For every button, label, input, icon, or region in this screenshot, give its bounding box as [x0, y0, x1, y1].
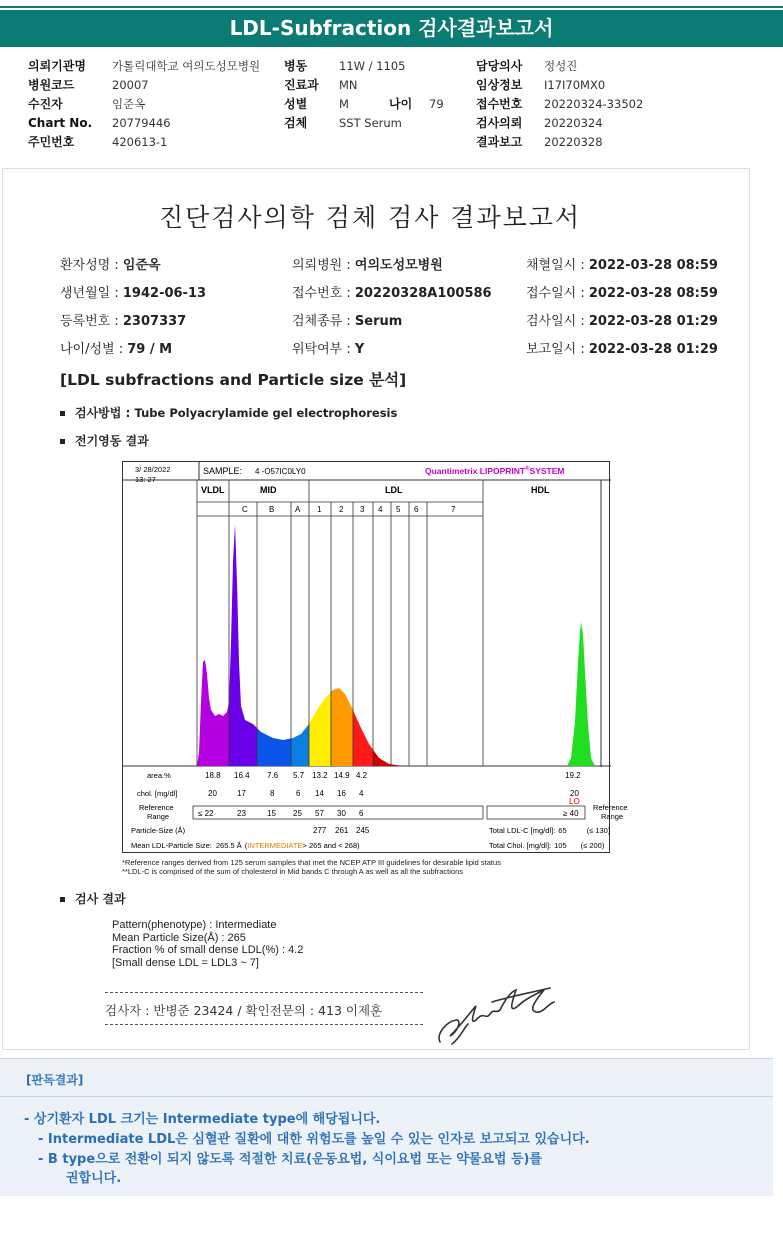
top-rule: [0, 6, 783, 8]
field-value: 420613-1: [112, 135, 168, 149]
area-value-a: 5.7: [293, 771, 305, 780]
info-age-sex: [60, 338, 172, 357]
fill-ldl3: [353, 522, 373, 767]
group-ldl-label: LDL: [385, 485, 403, 495]
ref-label-right-2: Range: [601, 812, 624, 821]
ref-values: [198, 809, 579, 818]
field-label: 결과보고: [476, 135, 523, 149]
brand-name: [425, 465, 565, 476]
info-accession: [292, 282, 492, 301]
mean-value: 265.5 Å: [215, 841, 242, 850]
total-chol-ref: (≤ 200): [580, 841, 605, 850]
particle-value-3: 245: [356, 826, 370, 835]
field-value: 20220328: [544, 135, 603, 149]
band-label-a: A: [295, 505, 301, 514]
interpretation-line-4: 권합니다.: [66, 1171, 122, 1186]
field-value: 임준옥: [112, 97, 146, 111]
info-value: 20220328A100586: [354, 286, 492, 301]
particle-value-1: 277: [313, 826, 327, 835]
result-line: Mean Particle Size(Å) : 265: [112, 931, 246, 944]
bullet-icon: [60, 439, 65, 444]
bullet-icon: [60, 411, 65, 416]
chol-value-hdl: 20: [570, 789, 579, 798]
fill-ldl4: [373, 522, 413, 767]
section-title: [LDL subfractions and Particle size 분석]: [60, 371, 407, 389]
field-label: 수진자: [28, 97, 63, 111]
interpretation-line-2: - Intermediate LDL은 심혈관 질환에 대한 위험도를 높일 수 있는 인자로 보고되고 있습니다.: [38, 1132, 590, 1147]
lipoprint-chart: [122, 461, 628, 853]
total-ldl-label: Total LDL-C [mg/dl]:: [489, 826, 556, 835]
fill-mid-c: [229, 522, 257, 767]
total-chol-value: 105: [554, 841, 567, 850]
band-label-c: C: [242, 505, 248, 514]
header-col1: [28, 57, 260, 152]
ref-value-2: 30: [337, 809, 346, 818]
fill-mid-b: [257, 522, 291, 767]
result-line: Pattern(phenotype) : Intermediate: [112, 919, 277, 931]
interpretation-line-3: - B type으로 전환이 되지 않도록 적절한 치료(운동요법, 식이요법 또는 약물요법 등)를: [38, 1152, 543, 1167]
total-ldl-ref: (≤ 130): [586, 826, 611, 835]
field-value: M: [339, 97, 349, 111]
info-label: 환자성명 :: [60, 258, 123, 273]
field-value: SST Serum: [339, 116, 402, 130]
report-title: LDL-Subfraction 검사결과보고서: [0, 10, 783, 47]
mean-range: > 265 and < 268): [302, 841, 360, 850]
info-draw-date: [526, 254, 718, 273]
ref-value-a: 25: [293, 809, 302, 818]
total-chol-label: Total Chol. [mg/dl]:: [489, 841, 552, 850]
band-label-1: 1: [317, 505, 322, 514]
ref-label-2: Range: [147, 812, 170, 821]
mean-class: INTERMEDIATE: [247, 841, 303, 850]
info-birth: [60, 282, 206, 301]
chol-hdl-flag: LO: [569, 797, 580, 806]
band-label-5: 5: [396, 505, 401, 514]
document-title: 진단검사의학 검체 검사 결과보고서: [158, 203, 582, 232]
field-value: 11W / 1105: [339, 59, 406, 73]
field-label: 검사의뢰: [476, 116, 523, 130]
band-label-6: 6: [414, 505, 419, 514]
fill-ldl2: [331, 522, 353, 767]
signature-image: [432, 984, 562, 1050]
field-label: 임상정보: [476, 78, 523, 92]
particle-label: Particle-Size (Å): [131, 826, 186, 835]
fill-vldl: [197, 522, 229, 767]
field-value: 20007: [112, 78, 149, 92]
result-label: 검사 결과: [75, 892, 126, 906]
info-value: 임준옥: [122, 258, 161, 273]
field-label: 주민번호: [28, 135, 75, 149]
area-value-2: 14.9: [334, 771, 350, 780]
ref-value-b: 15: [267, 809, 276, 818]
field-value: 정성진: [544, 59, 578, 73]
method-label: 검사방법 :: [75, 406, 135, 420]
group-hdl-label: HDL: [531, 485, 550, 495]
footnote-2: **LDL-C is comprised of the sum of cholesterol in Mid bands C through A as well as all the subfractions: [122, 867, 464, 876]
sample-value: 4 -O57IC0LY0: [255, 467, 306, 476]
ref-value-vldl: ≤ 22: [198, 809, 214, 818]
electro-line: [60, 432, 149, 449]
field-value: 가톨릭대학교 여의도성모병원: [112, 59, 261, 73]
band-label-7: 7: [451, 505, 456, 514]
field-value: 20220324: [544, 116, 603, 130]
chol-value-a: 6: [296, 789, 301, 798]
area-value-1: 13.2: [312, 771, 328, 780]
chol-value-1: 14: [315, 789, 324, 798]
info-value: Y: [354, 342, 365, 357]
info-value: 2022-03-28 01:29: [588, 314, 718, 329]
result-line: [Small dense LDL = LDL3 ~ 7]: [112, 956, 259, 969]
ref-label-right-1: Reference: [593, 803, 628, 812]
lipoprint-svg: [123, 462, 628, 854]
chart-footnotes: [122, 858, 501, 876]
info-receipt-date: [526, 282, 718, 301]
info-hospital: [292, 254, 443, 273]
field-value: I17I70MX0: [544, 78, 606, 92]
ref-value-3: 6: [359, 809, 364, 818]
info-label: 보고일시 :: [526, 342, 589, 357]
info-outsourced: [292, 338, 364, 357]
interpretation-rule: [0, 1096, 773, 1097]
area-value-hdl: 19.2: [565, 771, 581, 780]
electro-label: 전기영동 결과: [75, 434, 149, 448]
field-label: 진료과: [284, 78, 319, 92]
total-ldl-line: [489, 826, 611, 835]
area-value-vldl: 18.8: [205, 771, 221, 780]
info-value: 79 / M: [127, 342, 173, 357]
particle-value-2: 261: [335, 826, 349, 835]
info-label: 접수번호 :: [292, 286, 355, 301]
info-label: 검체종류 :: [292, 314, 355, 329]
method-line: [60, 404, 397, 421]
field-value: 79: [429, 97, 444, 111]
total-chol-line: [489, 841, 605, 850]
header-col3: [476, 57, 643, 152]
brand-main: Quantimetrix LIPOPRINT: [425, 466, 526, 476]
field-value: MN: [339, 78, 358, 92]
field-label: 담당의사: [476, 59, 523, 73]
chart-time: 13: 27: [135, 475, 156, 484]
info-label: 채혈일시 :: [526, 258, 589, 273]
area-label: area.%: [147, 771, 171, 780]
mean-open-paren: (: [244, 841, 248, 850]
signature-line: 검사자 : 반병준 23424 / 확인전문의 : 413 이제훈: [105, 1003, 383, 1018]
field-value: 20220324-33502: [544, 97, 644, 111]
chol-label: chol. [mg/dl]: [137, 789, 178, 798]
brand-reg: ®: [525, 466, 530, 472]
chol-value-3: 4: [359, 789, 364, 798]
info-label: 의뢰병원 :: [292, 258, 355, 273]
interpretation-title: [판독결과]: [26, 1073, 84, 1087]
chart-date: 3/ 28/2022: [135, 465, 171, 474]
result-line: Fraction % of small dense LDL(%) : 4.2: [112, 944, 304, 956]
fill-ldl1: [309, 522, 331, 767]
group-vldl-label: VLDL: [201, 485, 225, 495]
info-label: 위탁여부 :: [292, 342, 355, 357]
field-label: 성별: [284, 97, 308, 111]
area-value-b: 7.6: [267, 771, 279, 780]
info-test-date: [526, 310, 718, 329]
info-value: 여의도성모병원: [354, 258, 443, 273]
info-value: Serum: [354, 314, 403, 329]
info-label: 등록번호 :: [60, 314, 123, 329]
bullet-icon: [60, 897, 65, 902]
info-value: 2307337: [122, 314, 187, 329]
field-label: 병동: [284, 59, 308, 73]
group-mid-label: MID: [260, 485, 277, 495]
info-report-date: [526, 338, 718, 357]
info-reg-no: [60, 310, 186, 329]
chol-value-c: 17: [237, 789, 246, 798]
total-ldl-value: 65: [558, 826, 567, 835]
result-heading: [60, 890, 126, 907]
area-value-c: 16.4: [234, 771, 250, 780]
band-label-4: 4: [378, 505, 383, 514]
mean-size-line: [131, 841, 360, 850]
field-label: 접수번호: [476, 97, 523, 111]
field-label: 검체: [284, 116, 308, 130]
chol-value-2: 16: [337, 789, 346, 798]
info-label: 생년월일 :: [60, 286, 123, 301]
signature-rule-top: [105, 992, 423, 993]
ref-label-1: Reference: [139, 803, 174, 812]
info-patient-name: [60, 254, 161, 273]
particle-values: [313, 826, 370, 835]
info-label: 접수일시 :: [526, 286, 589, 301]
band-label-b: B: [269, 505, 275, 514]
info-specimen: [292, 310, 402, 329]
footnote-1: *Reference ranges derived from 125 serum samples that met the NCEP ATP III guidelines for desirable lipid status: [122, 858, 501, 867]
band-label-2: 2: [339, 505, 344, 514]
field-label: 나이: [389, 97, 413, 111]
info-value: 1942-06-13: [122, 286, 207, 301]
band-label-3: 3: [360, 505, 365, 514]
ref-value-hdl: ≥ 40: [563, 809, 579, 818]
field-label: 의뢰기관명: [28, 59, 86, 73]
area-value-3: 4.2: [356, 771, 368, 780]
info-label: 검사일시 :: [526, 314, 589, 329]
header-col2: [284, 57, 444, 133]
mean-label: Mean LDL-Particle Size:: [131, 841, 212, 850]
ref-value-c: 23: [237, 809, 246, 818]
field-label: 병원코드: [28, 78, 75, 92]
info-value: 2022-03-28 01:29: [588, 342, 718, 357]
fill-mid-a: [291, 522, 309, 767]
chol-value-b: 8: [270, 789, 275, 798]
method-value: Tube Polyacrylamide gel electrophoresis: [134, 406, 398, 420]
chol-values: [208, 789, 580, 806]
field-label: Chart No.: [28, 116, 93, 130]
signature-rule-bottom: [105, 1024, 423, 1025]
area-values: [205, 771, 581, 780]
fill-hdl: [567, 622, 595, 766]
info-value: 2022-03-28 08:59: [588, 258, 718, 273]
info-value: 2022-03-28 08:59: [588, 286, 718, 301]
sample-label: SAMPLE:: [203, 466, 243, 476]
band-labels: [242, 505, 456, 514]
interpretation-line-1: - 상기환자 LDL 크기는 Intermediate type에 해당됩니다.: [24, 1112, 381, 1127]
info-label: 나이/성별 :: [60, 342, 128, 357]
field-value: 20779446: [112, 116, 171, 130]
brand-suffix: SYSTEM: [529, 466, 565, 476]
result-block: [112, 919, 303, 969]
chol-value-vldl: 20: [208, 789, 217, 798]
ref-value-1: 57: [315, 809, 324, 818]
